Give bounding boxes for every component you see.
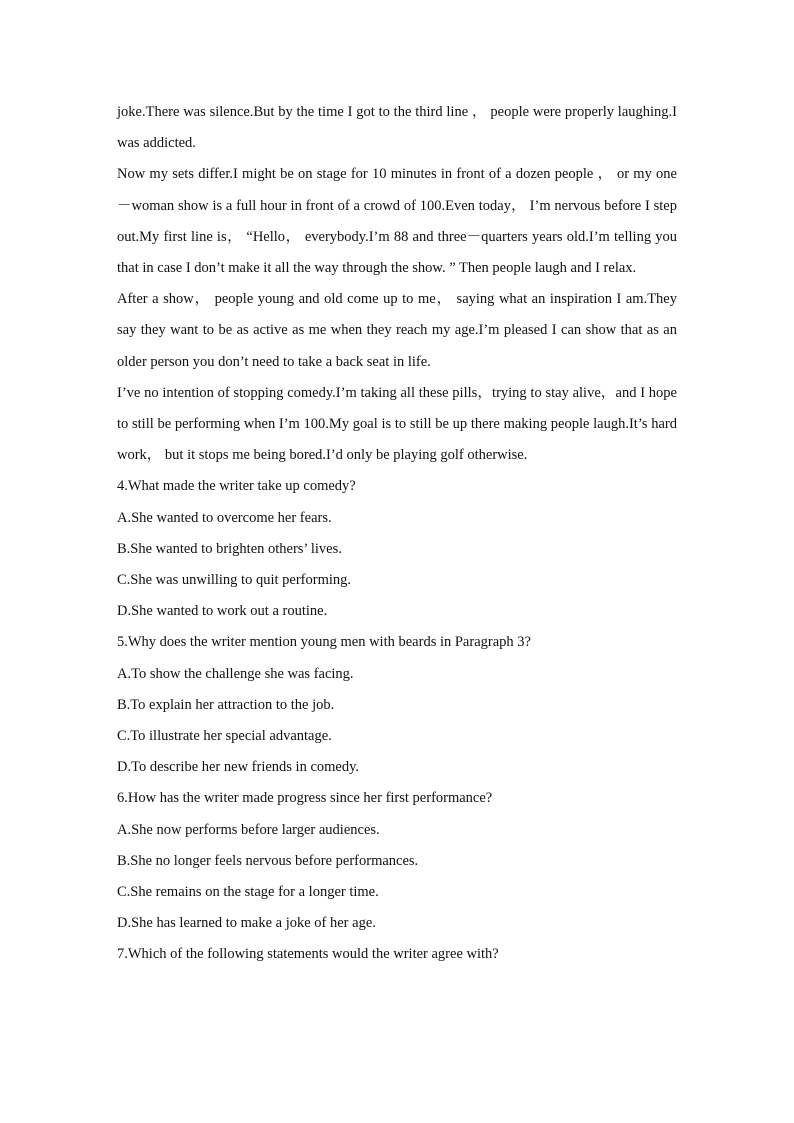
answer-option: A.She now performs before larger audiences. (117, 821, 380, 838)
answer-option: C.She remains on the stage for a longer time. (117, 884, 379, 901)
answer-option: B.She no longer feels nervous before performances. (117, 852, 419, 869)
passage-paragraph: joke.There was silence.But by the time I got to the third line ， people were properly laughing.I was addicted. (117, 104, 677, 152)
question-stem: 5.Why does the writer mention young men with beards in Paragraph 3? (117, 634, 531, 651)
question-stem: 4.What made the writer take up comedy? (117, 478, 356, 495)
answer-option: D.She has learned to make a joke of her age. (117, 915, 376, 932)
answer-option: C.She was unwilling to quit performing. (117, 572, 351, 589)
answer-option: A.She wanted to overcome her fears. (117, 509, 332, 526)
answer-option: A.To show the challenge she was facing. (117, 665, 354, 682)
answer-option: D.To describe her new friends in comedy. (117, 759, 360, 776)
answer-option: D.She wanted to work out a routine. (117, 603, 328, 620)
passage-paragraph: After a show， people young and old come up to me， saying what an inspiration I am.They say they want to be as active as me when they reach my age.I’m pleased I can show that as an older person you don’t need to take a back seat in life. (117, 291, 677, 370)
answer-option: C.To illustrate her special advantage. (117, 728, 332, 745)
passage-paragraph: Now my sets differ.I might be on stage for 10 minutes in front of a dozen people ， or my one－woman show is a full hour in front of a crowd of 100.Even today， I’m nervous before I step out.My first line is， “Hello， everybody.I’m 88 and three－quarters years old.I’m telling you that in case I don’t make it all the way through the show. ” Then people laugh and I relax. (117, 166, 677, 277)
question-stem: 7.Which of the following statements would the writer agree with? (117, 946, 499, 963)
answer-option: B.To explain her attraction to the job. (117, 696, 335, 713)
question-stem: 6.How has the writer made progress since her first performance? (117, 790, 493, 807)
answer-option: B.She wanted to brighten others’ lives. (117, 540, 342, 557)
document-content (117, 97, 677, 971)
passage-paragraph: I’ve no intention of stopping comedy.I’m taking all these pills，trying to stay alive，and I hope to still be performing when I’m 100.My goal is to still be up there making people laugh.It’s hard work， but it stops me being bored.I’d only be playing golf otherwise. (117, 384, 677, 464)
